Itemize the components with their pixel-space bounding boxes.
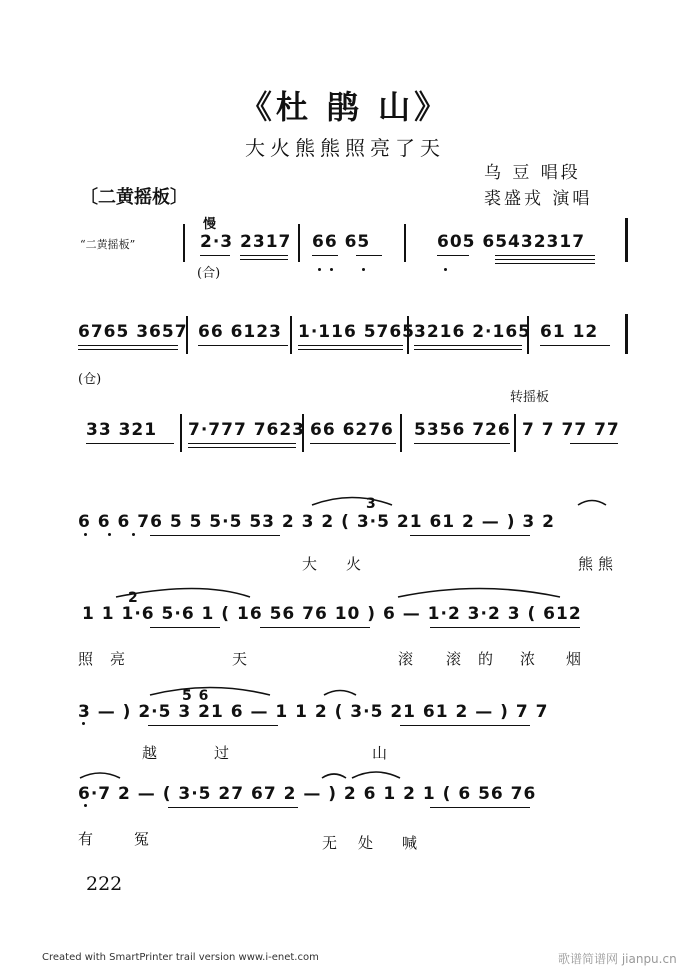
measure: 605 65432317	[437, 232, 586, 252]
measure: 6765 3657	[78, 322, 188, 342]
measure: 7·777 7623	[188, 420, 306, 440]
measure: 7 7 77 77	[522, 420, 620, 440]
lyric: 滚	[446, 650, 464, 668]
lyric: 喊	[402, 834, 420, 852]
grace-note: 5 6	[182, 688, 210, 704]
measure: 2·3 2317	[200, 232, 292, 252]
lyric: 过	[214, 744, 232, 762]
octave-dot	[132, 533, 135, 536]
site-watermark: 歌谱简谱网 jianpu.cn	[558, 952, 677, 966]
slur	[150, 688, 270, 696]
octave-dot	[84, 533, 87, 536]
lyric: 的	[478, 650, 496, 668]
lyric: 烟	[566, 650, 584, 668]
page-title: 《杜 鹃 山》	[239, 88, 451, 126]
mode-change-label: 转摇板	[510, 390, 550, 405]
percussion-mark: (仓)	[78, 372, 102, 387]
melody-line: 3 — ) 2·5 3 21 6 — 1 1 2 ( 3·5 21 61 2 — ) 7 7	[78, 702, 549, 722]
melody-line: 6·7 2 — ( 3·5 27 67 2 — ) 2 6 1 2 1 ( 6 56 76	[78, 784, 537, 804]
octave-dot	[362, 268, 365, 271]
melody-line: 6 6 6 76 5 5 5·5 53 2 3 2 ( 3·5 21 61 2 — ) 3 2	[78, 512, 555, 532]
octave-dot	[444, 268, 447, 271]
melody-line: 1 1 1·6 5·6 1 ( 16 56 76 10 ) 6 — 1·2 3·2 3 ( 612	[82, 604, 582, 624]
lyric: 有	[78, 830, 96, 848]
lyric: 浓	[520, 650, 538, 668]
slur	[324, 691, 356, 696]
measure: 61 12	[540, 322, 599, 342]
lyric: 滚	[398, 650, 416, 668]
measure: 1·116 5765	[298, 322, 416, 342]
tempo-marking: 慢	[203, 217, 217, 232]
credit-singer: 裘盛戎 演唱	[484, 189, 593, 209]
slur	[80, 773, 120, 778]
octave-dot	[108, 533, 111, 536]
lyric: 天	[232, 650, 250, 668]
page-number: 222	[86, 873, 123, 895]
slur	[398, 589, 560, 598]
octave-dot	[84, 804, 87, 807]
octave-dot	[318, 268, 321, 271]
lyric: 照	[78, 650, 96, 668]
slur	[322, 774, 346, 778]
slur	[352, 772, 400, 778]
lyric: 越	[142, 744, 160, 762]
lyric: 亮	[110, 650, 128, 668]
lyric: 熊	[578, 555, 596, 573]
measure: 5356 726	[414, 420, 511, 440]
measure: 66 6276	[310, 420, 394, 440]
octave-dot	[330, 268, 333, 271]
measure: 3216 2·165	[414, 322, 532, 342]
slur	[578, 501, 606, 506]
credit-role: 乌 豆 唱段	[484, 163, 581, 183]
mode-label: 〔二黄摇板〕	[80, 187, 188, 208]
lyric: 无	[322, 834, 340, 852]
measure: 66 6123	[198, 322, 282, 342]
measure: 33 321	[86, 420, 158, 440]
grace-note: 2	[128, 590, 139, 606]
printer-credit: Created with SmartPrinter trail version www.i-enet.com	[42, 952, 319, 963]
mode-label-small: “二黄摇板”	[80, 238, 136, 251]
measure: 66 65	[312, 232, 371, 252]
aria-title: 大火熊熊照亮了天	[245, 136, 445, 160]
slur	[312, 498, 392, 506]
percussion-mark: (合)	[197, 266, 221, 281]
grace-note: 3	[366, 496, 377, 512]
lyric: 山	[372, 744, 390, 762]
slur	[116, 589, 250, 598]
lyric: 冤	[134, 830, 152, 848]
octave-dot	[82, 722, 85, 725]
lyric: 大	[302, 555, 320, 573]
lyric: 处	[358, 834, 376, 852]
lyric: 熊	[598, 555, 616, 573]
lyric: 火	[346, 555, 364, 573]
